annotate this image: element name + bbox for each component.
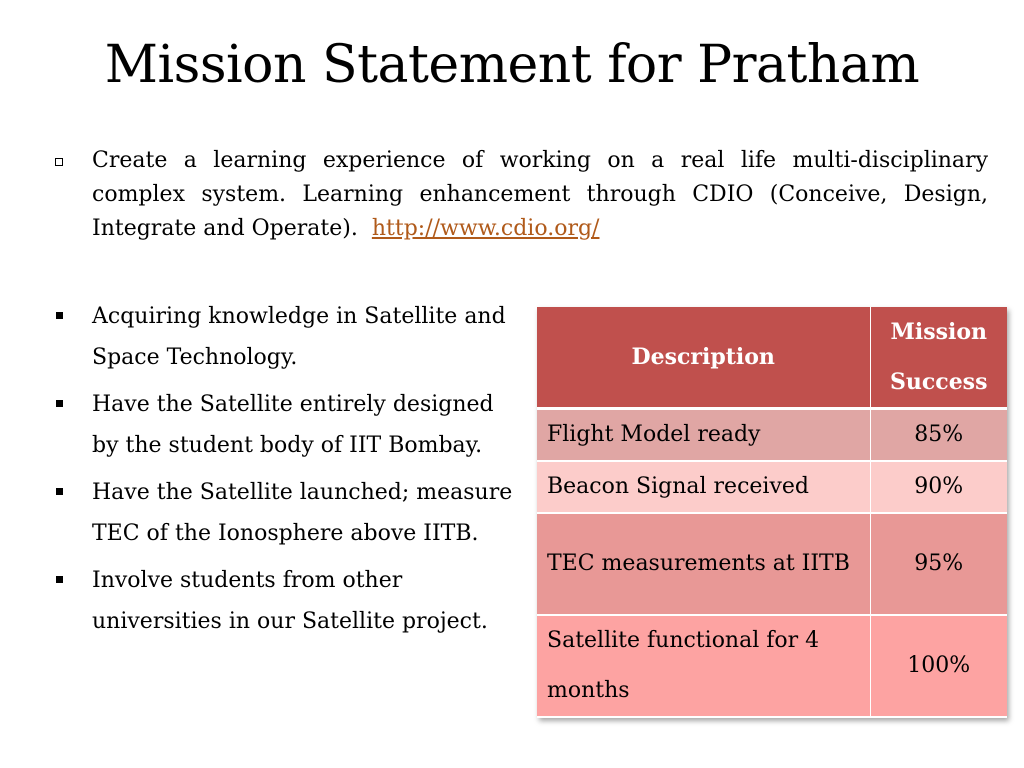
cell-description: Satellite functional for 4 months: [537, 615, 870, 717]
table-row: [537, 461, 1007, 513]
table-header-row: [537, 307, 1007, 409]
cell-value: 95%: [870, 513, 1007, 615]
bullet-item: [52, 296, 522, 378]
bullet-item: [52, 560, 522, 642]
bullet-list: [52, 296, 522, 648]
square-bullet-icon: [56, 312, 63, 319]
square-bullet-icon: [56, 576, 63, 583]
bullet-item: [52, 472, 522, 554]
intro-text-block: [92, 144, 988, 246]
bullet-text: Acquiring knowledge in Satellite and Space Technology.: [92, 304, 506, 370]
slide-title: Mission Statement for Pratham: [104, 35, 920, 95]
square-bullet-icon: [56, 400, 63, 407]
header-description: Description: [537, 307, 870, 409]
square-bullet-icon: [56, 488, 63, 495]
cell-value: 100%: [870, 615, 1007, 717]
header-mission-success: Mission Success: [870, 307, 1007, 409]
intro-text: Create a learning experience of working on a real life multi-disciplinary complex system. Learning enhancement through CDIO (Conceive, Design, Integrate and Operate).: [92, 148, 988, 241]
table-row: [537, 513, 1007, 615]
bullet-text: Have the Satellite entirely designed by the student body of IIT Bombay.: [92, 392, 494, 458]
bullet-item: [52, 384, 522, 466]
cell-description: Flight Model ready: [537, 409, 870, 462]
cell-value: 85%: [870, 409, 1007, 462]
hollow-square-bullet-icon: [55, 158, 63, 166]
cell-value: 90%: [870, 461, 1007, 513]
bullet-text: Involve students from other universities in our Satellite project.: [92, 568, 488, 634]
mission-success-table: [537, 307, 1007, 718]
cdio-link[interactable]: http://www.cdio.org/: [371, 216, 600, 241]
cell-description: TEC measurements at IITB: [537, 513, 870, 615]
table-row: [537, 615, 1007, 717]
table-row: [537, 409, 1007, 462]
cell-description: Beacon Signal received: [537, 461, 870, 513]
bullet-text: Have the Satellite launched; measure TEC of the Ionosphere above IITB.: [92, 480, 513, 546]
